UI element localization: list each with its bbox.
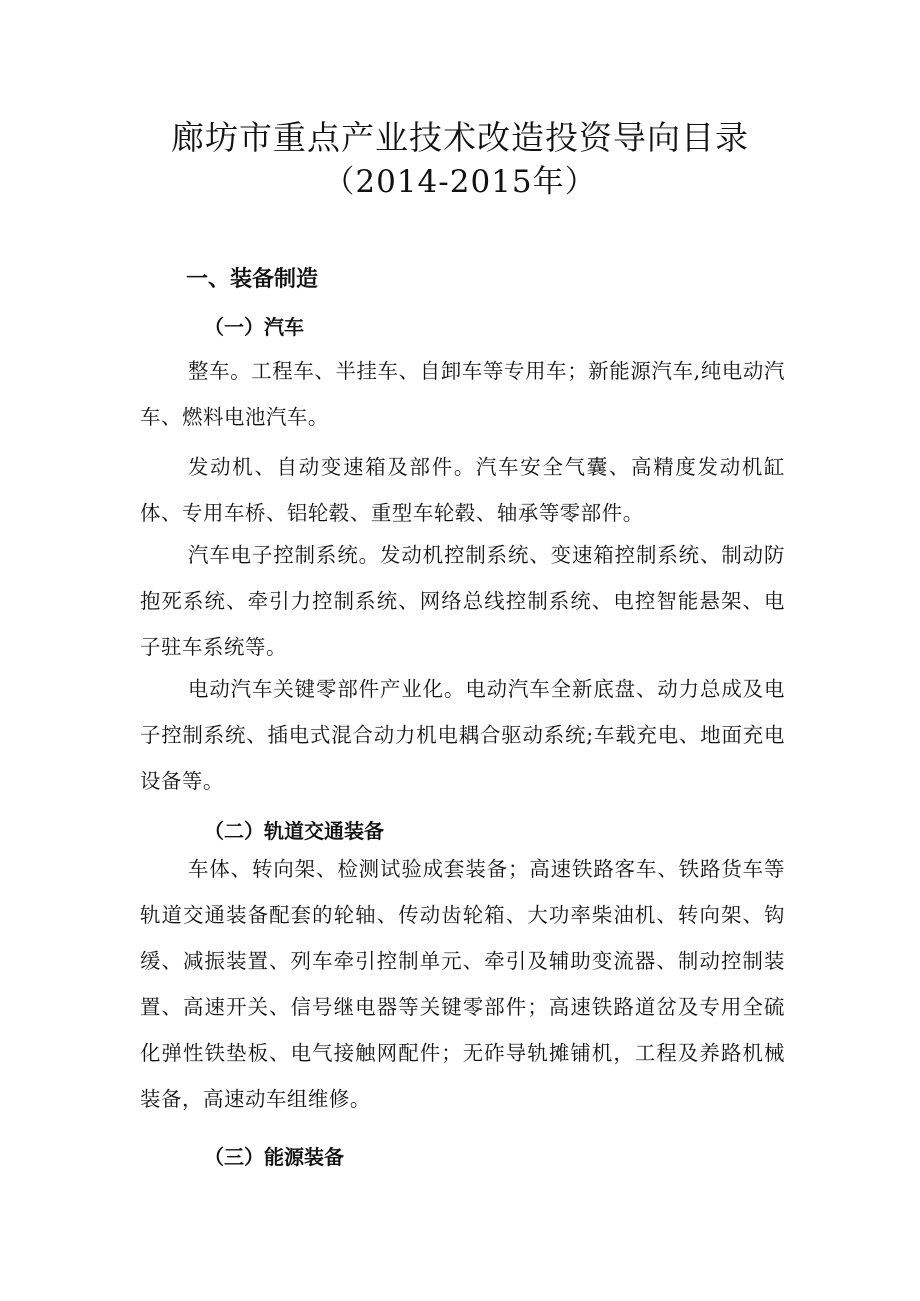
subsection-heading-energy-equipment: （三）能源装备 [204, 1145, 344, 1169]
document-subtitle: （2014-2015年） [323, 164, 597, 200]
subsection-heading-automobile: （一）汽车 [204, 315, 304, 339]
paragraph-rail-equipment: 车体、转向架、检测试验成套装备；高速铁路客车、铁路货车等轨道交通装备配套的轮轴、传动齿轮箱、大功率柴油机、转向架、钩缓、减振装置、列车牵引控制单元、牵引及辅助变流器、制动控制装置、高速开关、信号继电器等关键零部件；高速铁路道岔及专用全硫化弹性铁垫板、电气接触网配件；无砟导轨摊铺机，工程及养路机械装备，高速动车组维修。 [140, 857, 785, 1111]
subsection-heading-rail-transit: （二）轨道交通装备 [204, 819, 384, 843]
paragraph-ev-components: 电动汽车关键零部件产业化。电动汽车全新底盘、动力总成及电子控制系统、插电式混合动力机电耦合驱动系统;车载充电、地面充电设备等。 [140, 677, 785, 793]
section-heading-equipment-manufacturing: 一、装备制造 [186, 267, 319, 292]
paragraph-electronic-control: 汽车电子控制系统。发动机控制系统、变速箱控制系统、制动防抱死系统、牵引力控制系统、网络总线控制系统、电控智能悬架、电子驻车系统等。 [140, 543, 785, 659]
paragraph-vehicles: 整车。工程车、半挂车、自卸车等专用车；新能源汽车,纯电动汽车、燃料电池汽车。 [140, 359, 785, 429]
document-title: 廊坊市重点产业技术改造投资导向目录 [171, 118, 749, 157]
paragraph-engine-gearbox: 发动机、自动变速箱及部件。汽车安全气囊、高精度发动机缸体、专用车桥、铝轮毂、重型车轮毂、轴承等零部件。 [140, 455, 785, 525]
